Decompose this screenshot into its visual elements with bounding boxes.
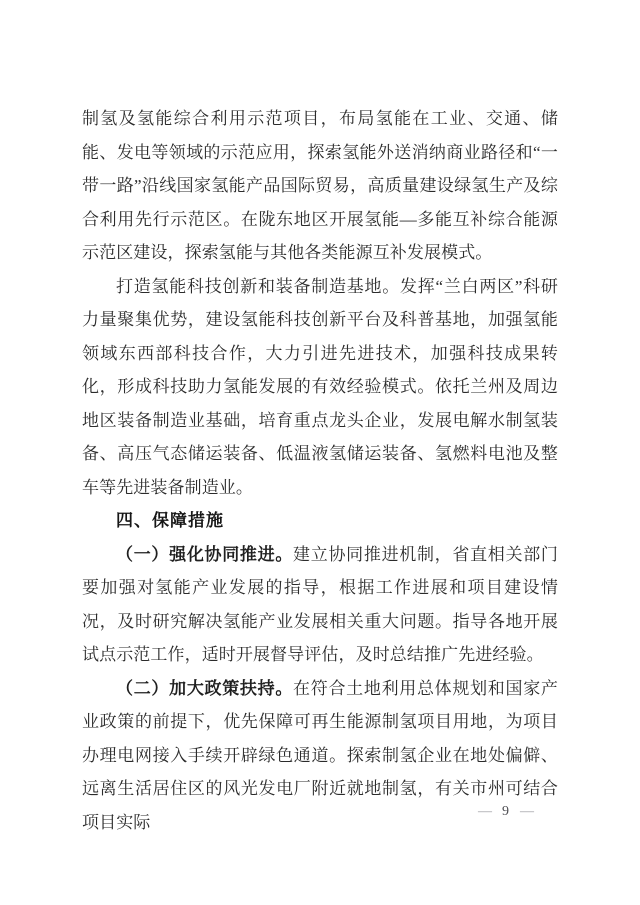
footer-dash-right: — <box>520 804 533 819</box>
section-heading-safeguard-measures: 四、保障措施 <box>116 511 224 530</box>
page-footer <box>478 804 533 820</box>
paragraph-continuation: 制氢及氢能综合利用示范项目，布局氢能在工业、交通、储能、发电等领域的示范应用，探索氢能外送消纳商业路径和“一带一路”沿线国家氢能产品国际贸易，高质量建设绿氢生产及综合利用先行示范区。在陇东地区开展氢能—多能互补综合能源示范区建设，探索氢能与其他各类能源互补发展模式。 <box>82 109 558 262</box>
item-2-text: 在符合土地利用总体规划和国家产业政策的前提下，优先保障可再生能源制氢项目用地，为项目办理电网接入手续开辟绿色通道。探索制氢企业在地处偏僻、远离生活居住区的风光发电厂附近就地制氢，有关市州可结合项目实际 <box>82 678 559 832</box>
item-2-lead: （二）加大政策扶持。 <box>116 678 294 698</box>
paragraph-tech-equipment: 打造氢能科技创新和装备制造基地。发挥“兰白两区”科研力量聚集优势，建设氢能科技创新平台及科普基地，加强氢能领域东西部科技合作，大力引进先进技术，加强科技成果转化，形成科技助力氢能发展的有效经验模式。依托兰州及周边地区装备制造业基础，培育重点龙头企业，发展电解水制氢装备、高压气态储运装备、低温液氢储运装备、氢燃料电池及整车等先进装备制造业。 <box>82 276 558 497</box>
footer-dash-left: — <box>478 804 491 819</box>
footer-page-number: 9 <box>502 804 509 819</box>
document-body <box>82 102 558 839</box>
item-1-lead: （一）强化协同推进。 <box>116 544 294 564</box>
item-1-text: 建立协同推进机制，省直相关部门要加强对氢能产业发展的指导，根据工作进展和项目建设情况，及时研究解决氢能产业发展相关重大问题。指导各地开展试点示范工作，适时开展督导评估，及时总结推广先进经验。 <box>82 544 559 664</box>
paragraph-item-1 <box>82 538 558 672</box>
